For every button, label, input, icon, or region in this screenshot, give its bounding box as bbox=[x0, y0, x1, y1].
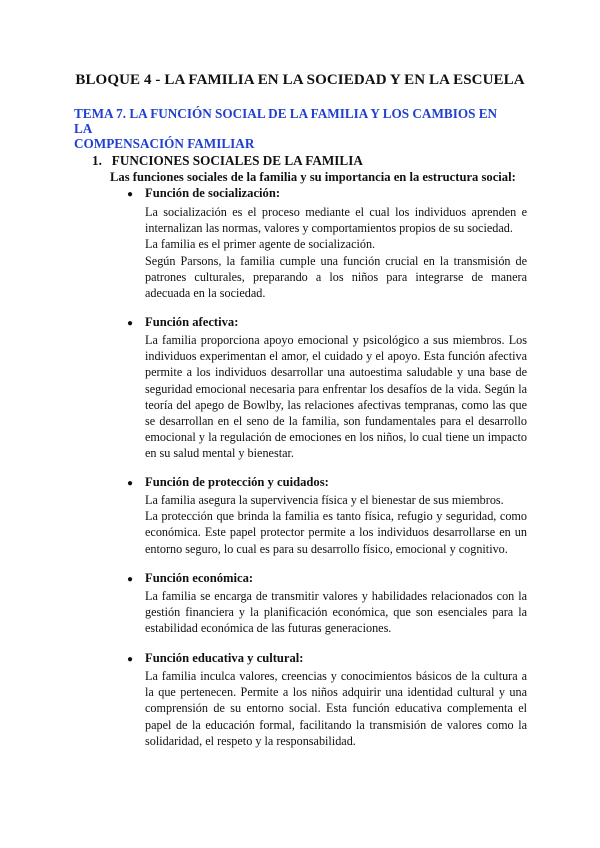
paragraph: La familia es el primer agente de socialización. bbox=[145, 237, 376, 252]
bullet-title: Función de protección y cuidados: bbox=[145, 475, 329, 489]
bullet-body-proteccion bbox=[145, 492, 527, 557]
paragraph: La familia se encarga de transmitir valores y habilidades relacionados con la gestión financiera y la planificación económica, que son esenciales para la estabilidad económica de las futuras generaciones. bbox=[145, 589, 527, 636]
paragraph: Según Parsons, la familia cumple una función crucial en la transmisión de patrones culturales, preparando a los niños para integrarse de manera adecuada en la sociedad. bbox=[145, 253, 527, 301]
section-heading: 1. FUNCIONES SOCIALES DE LA FAMILIA bbox=[92, 153, 363, 168]
paragraph: La familia inculca valores, creencias y conocimientos básicos de la cultura a la que pertenecen. Permite a los niños adquirir una identidad cultural y una comprensión de su entorno social. Esta función educativa complementa el papel de la educación formal, facilitando la transmisión de valores como la solidaridad, el respeto y la responsabilidad. bbox=[145, 669, 527, 748]
bullet-dot-icon: ● bbox=[127, 189, 134, 200]
paragraph: La familia proporciona apoyo emocional y psicológico a sus miembros. Los individuos experimentan el amor, el cuidado y el apoyo. Esta función afectiva permite a los individuos desarrollar una autoestima saludable y una base de seguridad emocional necesaria para enfrentar los desafíos de la vida. Según la teoría del apego de Bowlby, las relaciones afectivas tempranas, como las que se desarrollan en el seno de la familia, son fundamentales para el desarrollo emocional y la regulación de emociones en los niños, lo cual tiene un impacto en su salud mental y bienestar. bbox=[145, 333, 527, 461]
bullet-body-socializacion bbox=[145, 204, 527, 301]
block-title: BLOQUE 4 - LA FAMILIA EN LA SOCIEDAD Y EN LA ESCUELA bbox=[75, 72, 525, 88]
bullet-body-afectiva bbox=[145, 332, 527, 462]
tema-title-line-1: TEMA 7. LA FUNCIÓN SOCIAL DE LA FAMILIA Y LOS CAMBIOS EN LA bbox=[74, 106, 498, 136]
bullet-title: Función educativa y cultural: bbox=[145, 651, 304, 665]
bullet-body-educativa bbox=[145, 668, 527, 749]
paragraph: La socialización es el proceso mediante el cual los individuos aprenden e internalizan las normas, valores y comportamientos propios de su sociedad. bbox=[145, 205, 527, 236]
bullet-heading-socializacion bbox=[127, 186, 280, 201]
bullet-dot-icon: ● bbox=[127, 478, 134, 489]
bullet-heading-educativa bbox=[127, 651, 303, 666]
bullet-title: Función de socialización: bbox=[145, 186, 281, 200]
bullet-body-economica bbox=[145, 588, 527, 637]
bullet-dot-icon: ● bbox=[127, 574, 134, 585]
bullet-title: Función afectiva: bbox=[145, 315, 239, 329]
bullet-heading-proteccion bbox=[127, 475, 329, 490]
tema-title-line-2: COMPENSACIÓN FAMILIAR bbox=[74, 136, 255, 151]
tema-title bbox=[74, 106, 514, 151]
bullet-heading-economica bbox=[127, 571, 253, 586]
section-subheading: Las funciones sociales de la familia y su importancia en la estructura social: bbox=[110, 170, 516, 184]
bullet-dot-icon: ● bbox=[127, 318, 134, 329]
bullet-dot-icon: ● bbox=[127, 654, 134, 665]
paragraph: La protección que brinda la familia es tanto física, refugio y seguridad, como económica. Este papel protector permite a los individuos desarrollarse en un entorno seguro, lo cual es para su desarrollo físico, emocional y cognitivo. bbox=[145, 509, 527, 556]
bullet-heading-afectiva bbox=[127, 315, 238, 330]
paragraph: La familia asegura la supervivencia física y el bienestar de sus miembros. bbox=[145, 493, 504, 507]
bullet-title: Función económica: bbox=[145, 571, 254, 585]
